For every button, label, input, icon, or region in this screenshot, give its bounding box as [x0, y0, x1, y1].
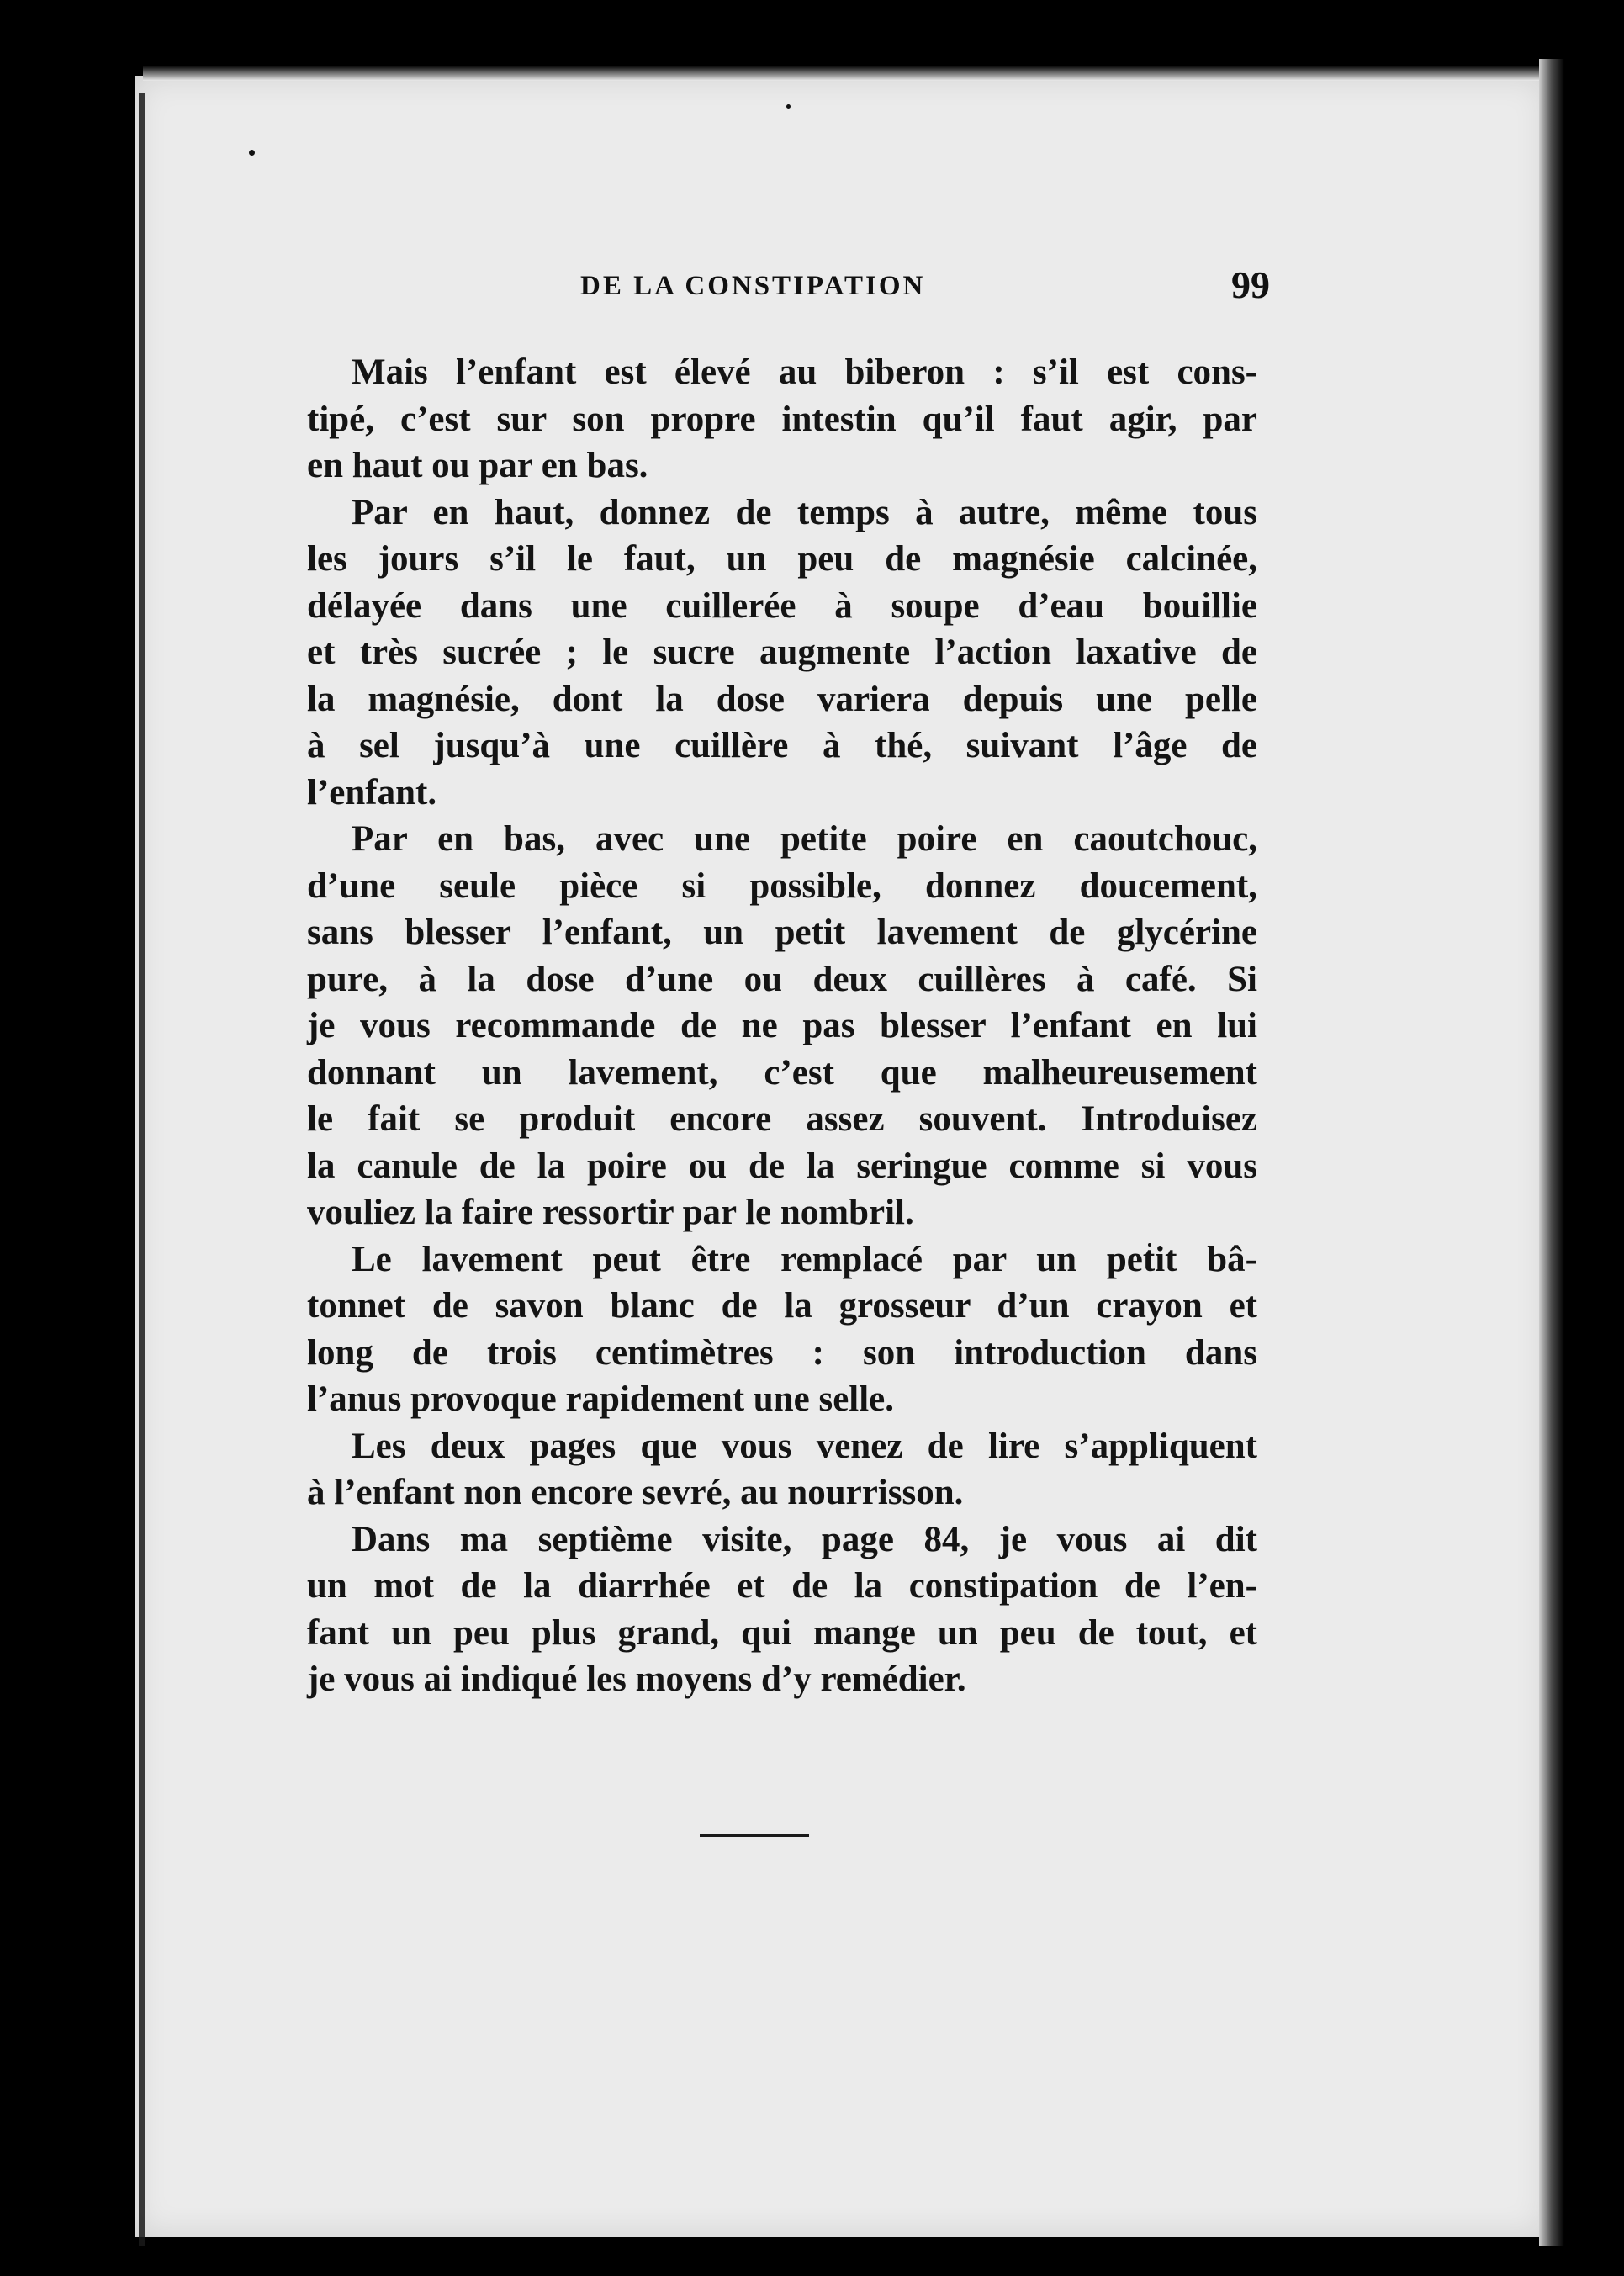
paragraph	[307, 1423, 1257, 1516]
text-line: Mais l’enfant est élevé au biberon : s’il est cons-	[352, 352, 1257, 392]
text-line: tonnet de savon blanc de la grosseur d’un crayon et	[307, 1286, 1257, 1326]
text-line: je vous recommande de ne pas blesser l’enfant en lui	[307, 1006, 1257, 1045]
text-line: le fait se produit encore assez souvent. Introduisez	[307, 1099, 1257, 1139]
text-line: long de trois centimètres : son introduction dans	[307, 1332, 1257, 1373]
text-line: en haut ou par en bas.	[307, 446, 648, 485]
page-binding-edge	[139, 93, 145, 2246]
text-line: Les deux pages que vous venez de lire s’appliquent	[352, 1426, 1257, 1466]
text-line: délayée dans une cuillerée à soupe d’eau bouillie	[307, 585, 1257, 626]
text-line: sans blesser l’enfant, un petit lavement de glycérine	[307, 913, 1257, 952]
chapter-title: DE LA CONSTIPATION	[580, 271, 926, 301]
text-line: l’enfant.	[307, 772, 437, 812]
text-line: les jours s’il le faut, un peu de magnésie calcinée,	[307, 539, 1257, 579]
text-line: donnant un lavement, c’est que malheureusement	[307, 1052, 1257, 1093]
end-of-section-rule	[700, 1834, 809, 1837]
text-line: la canule de la poire ou de la seringue comme si vous	[307, 1146, 1257, 1186]
paragraph	[307, 349, 1257, 490]
paragraph	[307, 816, 1257, 1236]
running-head	[311, 263, 1270, 310]
text-line: à l’enfant non encore sevré, au nourrisson.	[307, 1473, 964, 1512]
text-line: et très sucrée ; le sucre augmente l’action laxative de	[307, 633, 1257, 672]
body-text	[307, 349, 1257, 1703]
text-line: vouliez la faire ressortir par le nombril.	[307, 1193, 914, 1232]
text-line: fant un peu plus grand, qui mange un peu de tout, et	[307, 1612, 1257, 1653]
text-line: d’une seule pièce si possible, donnez doucement,	[307, 865, 1257, 906]
page-top-edge	[143, 66, 1539, 81]
text-line: Par en bas, avec une petite poire en caoutchouc,	[352, 819, 1257, 859]
paragraph	[307, 1516, 1257, 1703]
text-line: pure, à la dose d’une ou deux cuillères à café. Si	[307, 959, 1257, 999]
text-line: la magnésie, dont la dose variera depuis une pelle	[307, 679, 1257, 719]
text-line: tipé, c’est sur son propre intestin qu’il faut agir, par	[307, 399, 1257, 439]
paragraph	[307, 1236, 1257, 1423]
scan-speck	[249, 150, 255, 156]
paragraph	[307, 490, 1257, 817]
text-line: Par en haut, donnez de temps à autre, même tous	[352, 492, 1257, 532]
text-line: l’anus provoque rapidement une selle.	[307, 1379, 895, 1419]
scan-speck	[786, 104, 791, 109]
page-right-edge	[1539, 59, 1564, 2246]
text-line: à sel jusqu’à une cuillère à thé, suivant l’âge de	[307, 726, 1257, 765]
page-number: 99	[1231, 263, 1270, 306]
text-line: je vous ai indiqué les moyens d’y remédier.	[307, 1659, 966, 1699]
text-line: Le lavement peut être remplacé par un petit bâ-	[352, 1239, 1257, 1279]
text-line: un mot de la diarrhée et de la constipation de l’en-	[307, 1566, 1257, 1606]
text-line: Dans ma septième visite, page 84, je vous ai dit	[352, 1519, 1257, 1559]
